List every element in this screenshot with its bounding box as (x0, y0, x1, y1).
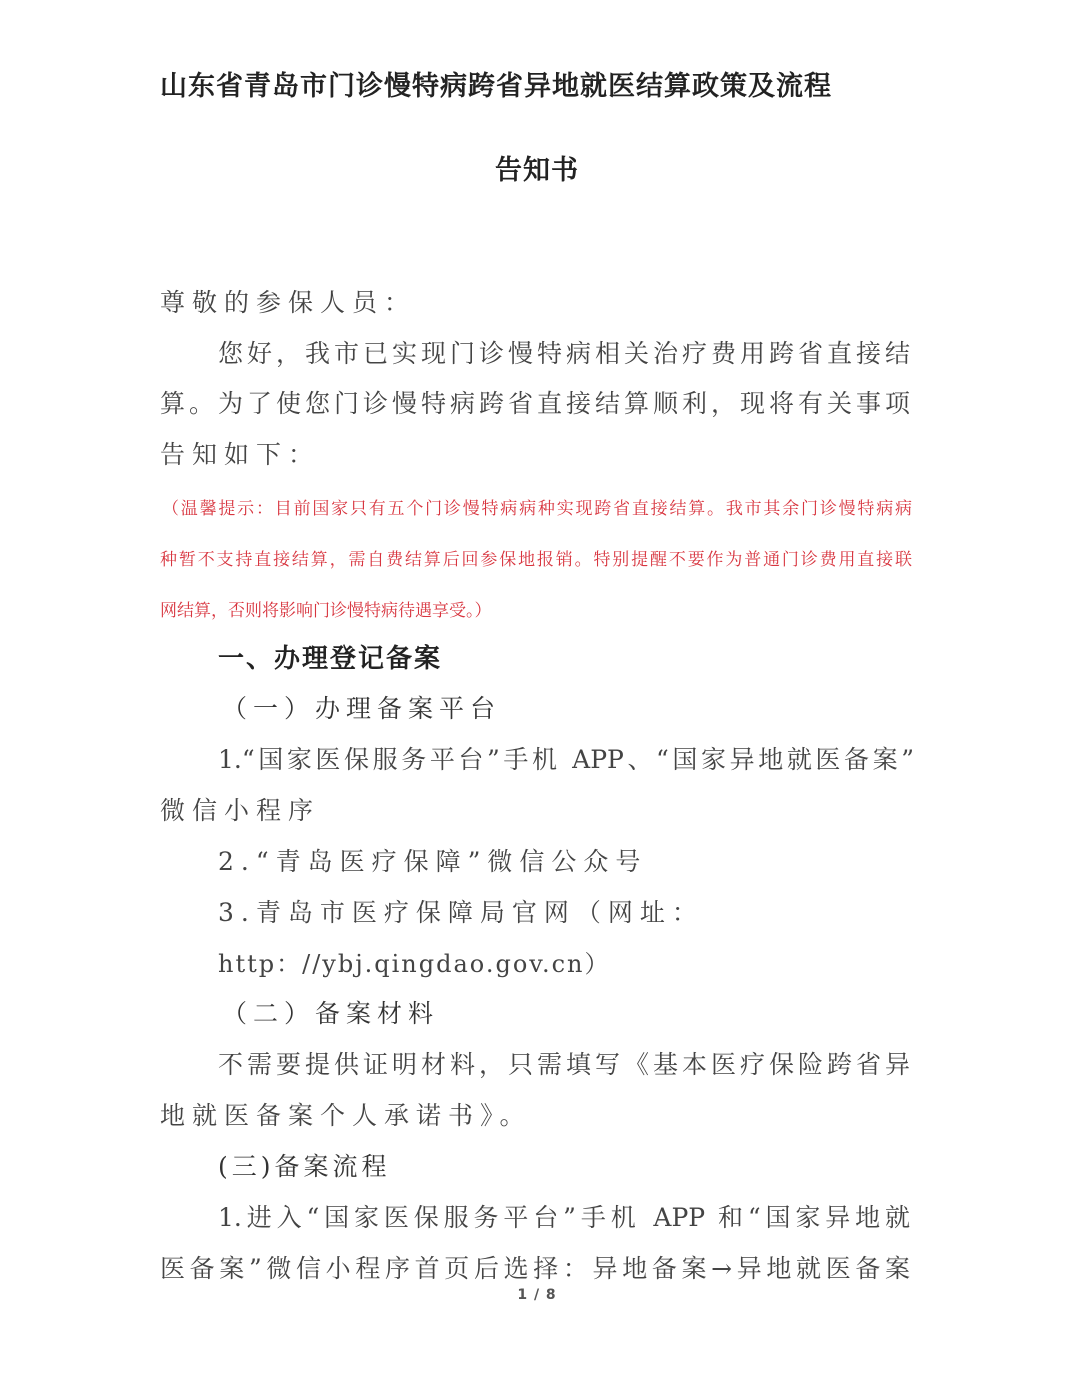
warm-tip-notice: 种暂不支持直接结算，需自费结算后回参保地报销。特别提醒不要作为普通门诊费用直接联 (160, 550, 912, 570)
materials-paragraph: 不需要提供证明材料，只需填写《基本医疗保险跨省异 (218, 1050, 910, 1079)
intro-paragraph-line: 您好，我市已实现门诊慢特病相关治疗费用跨省直接结 (218, 339, 910, 368)
salutation: 尊敬的参保人员： (160, 288, 417, 317)
materials-paragraph: 地就医备案个人承诺书》。 (160, 1101, 532, 1130)
subsection-heading: （二）备案材料 (222, 999, 440, 1028)
process-step: 医备案”微信小程序首页后选择：异地备案→异地就医备案 (160, 1254, 910, 1283)
subsection-heading: （一）办理备案平台 (222, 694, 502, 723)
process-step: 1.进入“国家医保服务平台”手机 APP 和“国家异地就 (218, 1203, 910, 1232)
platform-item: 3.青岛市医疗保障局官网（网址： (218, 898, 704, 927)
platform-item: 微信小程序 (160, 796, 321, 825)
platform-item: 1.“国家医保服务平台”手机 APP、“国家异地就医备案” (218, 745, 914, 774)
intro-paragraph-line: 算。为了使您门诊慢特病跨省直接结算顺利，现将有关事项 (160, 389, 910, 418)
page-indicator: 1 / 8 (517, 1287, 557, 1303)
warm-tip-notice: （温馨提示：目前国家只有五个门诊慢特病病种实现跨省直接结算。我市其余门诊慢特病病 (162, 499, 912, 519)
document-title-subtitle: 告知书 (495, 155, 579, 186)
platform-item: 2.“青岛医疗保障”微信公众号 (218, 847, 648, 876)
warm-tip-notice: 网结算，否则将影响门诊慢特病待遇享受。） (160, 601, 492, 621)
intro-paragraph-line: 告知如下： (160, 440, 321, 469)
section-heading: 一、办理登记备案 (218, 644, 443, 674)
website-url-link[interactable]: http：//ybj.qingdao.gov.cn） (218, 950, 611, 978)
document-title: 山东省青岛市门诊慢特病跨省异地就医结算政策及流程 (160, 71, 832, 102)
subsection-heading: (三)备案流程 (218, 1152, 391, 1181)
